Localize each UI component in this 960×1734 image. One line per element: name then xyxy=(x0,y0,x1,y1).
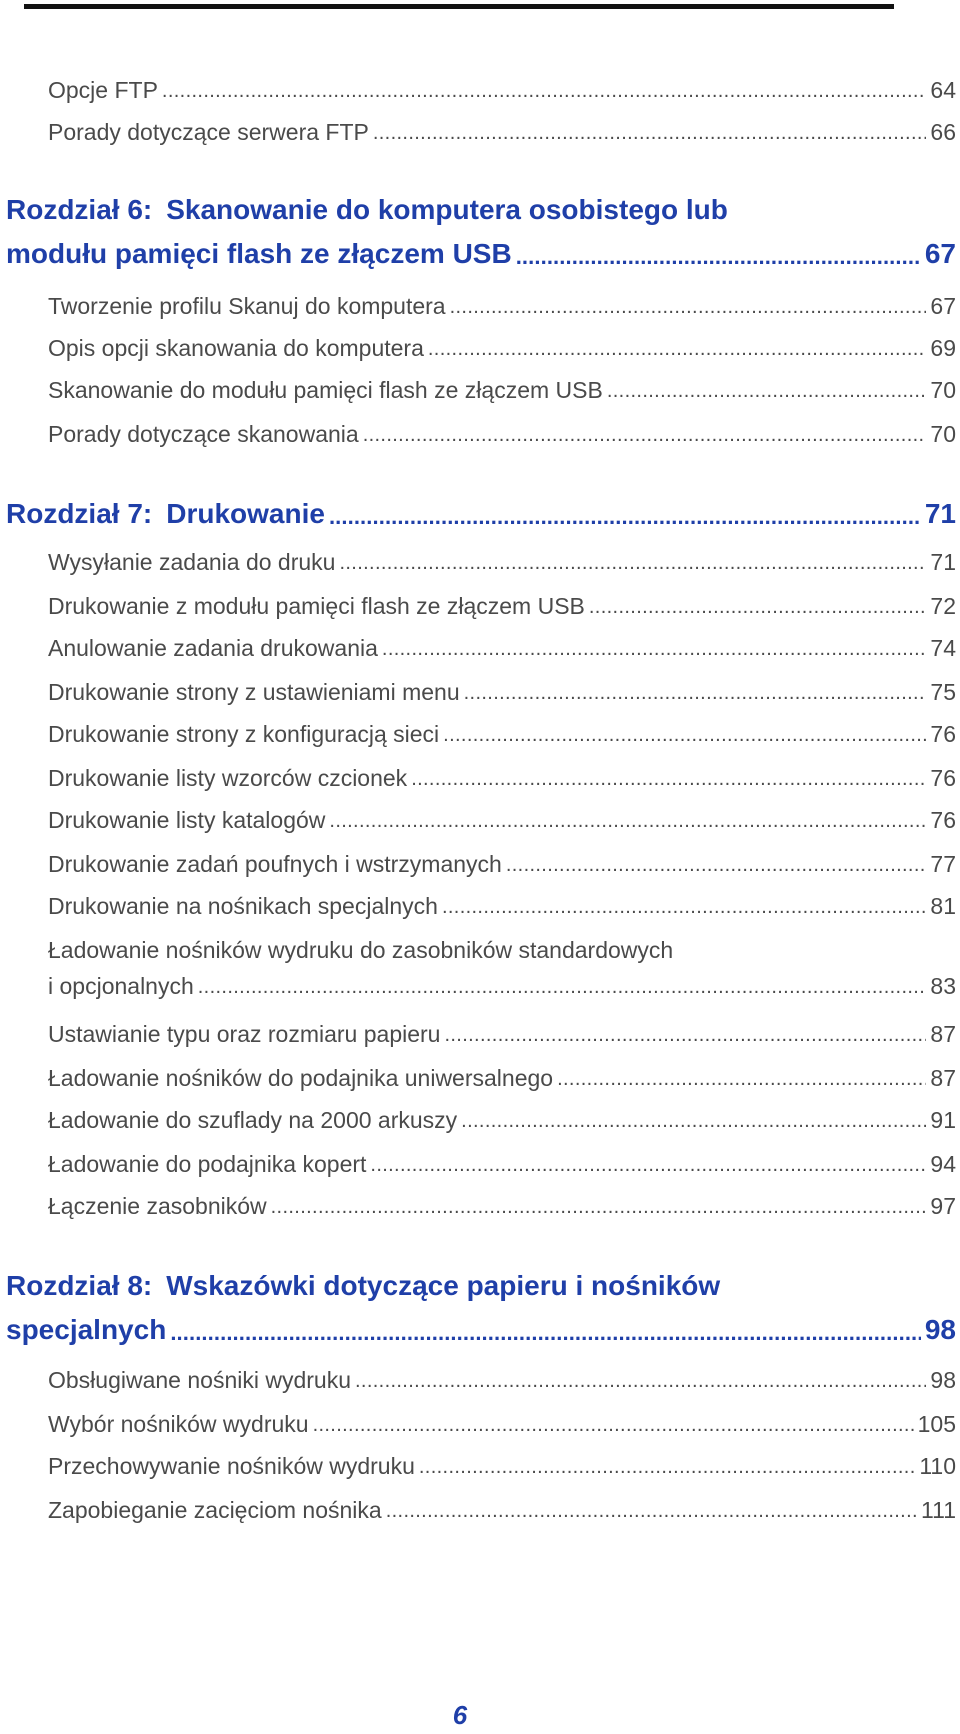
dot-leader xyxy=(443,716,926,752)
dot-leader xyxy=(382,630,927,666)
toc-entry[interactable] xyxy=(48,544,956,580)
toc-entry[interactable] xyxy=(48,932,956,1004)
toc-entry[interactable] xyxy=(48,72,956,108)
chapter-title: Skanowanie do komputera osobistego lub xyxy=(166,194,728,225)
toc-entry[interactable] xyxy=(48,372,956,408)
dot-leader xyxy=(363,416,927,452)
dot-leader xyxy=(386,1492,917,1528)
page-number: 6 xyxy=(452,1700,468,1730)
toc-entry[interactable] xyxy=(48,802,956,838)
toc-entry-title: Anulowanie zadania drukowania xyxy=(48,634,378,661)
dot-leader xyxy=(516,232,921,276)
toc-entry-title: Drukowanie listy katalogów xyxy=(48,806,326,833)
toc-entry[interactable] xyxy=(48,1060,956,1096)
toc-entry-page: 98 xyxy=(930,1366,956,1393)
toc-entry-title: Drukowanie na nośnikach specjalnych xyxy=(48,892,438,919)
toc-entry-page: 64 xyxy=(930,76,956,103)
dot-leader xyxy=(589,588,927,624)
toc-entry-title: Drukowanie zadań poufnych i wstrzymanych xyxy=(48,850,502,877)
chapter-6-heading[interactable] xyxy=(6,188,956,276)
toc-entry-title: Ładowanie do podajnika kopert xyxy=(48,1150,367,1177)
toc-entry-title-continued: i opcjonalnych xyxy=(48,972,194,999)
toc-entry[interactable] xyxy=(48,1146,956,1182)
toc-entry[interactable] xyxy=(48,1448,956,1484)
dot-leader xyxy=(313,1406,914,1442)
toc-entry-title: Drukowanie z modułu pamięci flash ze złączem USB xyxy=(48,592,585,619)
dot-leader xyxy=(461,1102,926,1138)
toc-entry-title: Porady dotyczące serwera FTP xyxy=(48,118,369,145)
toc-entry-page: 91 xyxy=(930,1106,956,1133)
toc-entry-title: Przechowywanie nośników wydruku xyxy=(48,1452,415,1479)
toc-entry-page: 71 xyxy=(930,548,956,575)
toc-entry-title: Drukowanie strony z konfiguracją sieci xyxy=(48,720,440,747)
dot-leader xyxy=(419,1448,915,1484)
toc-entry[interactable] xyxy=(48,1492,956,1528)
toc-entry-title: Zapobieganie zacięciom nośnika xyxy=(48,1496,382,1523)
chapter-title-continued: modułu pamięci flash ze złączem USB xyxy=(6,238,512,269)
toc-entry-title: Porady dotyczące skanowania xyxy=(48,420,359,447)
toc-entry-page: 94 xyxy=(930,1150,956,1177)
dot-leader xyxy=(370,1146,926,1182)
toc-entry-title: Skanowanie do modułu pamięci flash ze złączem USB xyxy=(48,376,603,403)
toc-entry-title: Opis opcji skanowania do komputera xyxy=(48,334,424,361)
toc-entry-page: 76 xyxy=(930,764,956,791)
toc-entry[interactable] xyxy=(48,760,956,796)
toc-entry[interactable] xyxy=(48,588,956,624)
toc-entry-page: 77 xyxy=(930,850,956,877)
toc-entry-title: Ustawianie typu oraz rozmiaru papieru xyxy=(48,1020,441,1047)
toc-entry[interactable] xyxy=(48,1406,956,1442)
toc-entry-page: 83 xyxy=(930,972,956,999)
dot-leader xyxy=(198,968,927,1004)
dot-leader xyxy=(329,802,926,838)
toc-entry-title: Ładowanie nośników do podajnika uniwersalnego xyxy=(48,1064,554,1091)
toc-entry-page: 74 xyxy=(930,634,956,661)
chapter-label: Rozdział 7: xyxy=(6,498,153,529)
toc-entry[interactable] xyxy=(48,1362,956,1398)
toc-entry-page: 67 xyxy=(930,292,956,319)
toc-entry-page: 70 xyxy=(930,420,956,447)
dot-leader xyxy=(442,888,926,924)
toc-entry-title: Wysyłanie zadania do druku xyxy=(48,548,336,575)
toc-entry[interactable] xyxy=(48,888,956,924)
toc-entry[interactable] xyxy=(48,1188,956,1224)
toc-entry[interactable] xyxy=(48,716,956,752)
toc-entry-page: 70 xyxy=(930,376,956,403)
dot-leader xyxy=(329,492,921,536)
dot-leader xyxy=(271,1188,927,1224)
toc-entry-title: Tworzenie profilu Skanuj do komputera xyxy=(48,292,446,319)
dot-leader xyxy=(607,372,927,408)
toc-entry-page: 75 xyxy=(930,678,956,705)
toc-entry-title: Drukowanie strony z ustawieniami menu xyxy=(48,678,460,705)
dot-leader xyxy=(428,330,927,366)
toc-entry[interactable] xyxy=(48,416,956,452)
toc-entry-page: 72 xyxy=(930,592,956,619)
chapter-page: 98 xyxy=(924,1314,956,1345)
chapter-8-heading[interactable] xyxy=(6,1264,956,1352)
top-rule xyxy=(24,4,894,9)
toc-entry-page: 76 xyxy=(930,720,956,747)
toc-entry-page: 87 xyxy=(930,1020,956,1047)
chapter-title: Wskazówki dotyczące papieru i nośników xyxy=(166,1270,721,1301)
toc-entry-page: 76 xyxy=(930,806,956,833)
toc-entry-page: 81 xyxy=(930,892,956,919)
toc-entry-page: 87 xyxy=(930,1064,956,1091)
dot-leader xyxy=(557,1060,926,1096)
toc-entry-page: 105 xyxy=(917,1410,956,1437)
toc-entry[interactable] xyxy=(48,674,956,710)
toc-entry-title: Drukowanie listy wzorców czcionek xyxy=(48,764,408,791)
dot-leader xyxy=(339,544,926,580)
chapter-title: Drukowanie xyxy=(166,498,325,529)
toc-entry-title: Obsługiwane nośniki wydruku xyxy=(48,1366,351,1393)
toc-entry[interactable] xyxy=(48,114,956,150)
toc-entry-title: Ładowanie nośników wydruku do zasobników standardowych xyxy=(48,937,674,963)
toc-entry-page: 111 xyxy=(921,1496,956,1523)
toc-entry-title: Opcje FTP xyxy=(48,76,158,103)
chapter-title-continued: specjalnych xyxy=(6,1314,167,1345)
toc-entry-page: 110 xyxy=(919,1452,956,1479)
dot-leader xyxy=(373,114,927,150)
toc-entry[interactable] xyxy=(48,1016,956,1052)
toc-entry[interactable] xyxy=(48,846,956,882)
dot-leader xyxy=(162,72,926,108)
toc-entry-title: Łączenie zasobników xyxy=(48,1192,267,1219)
toc-entry-title: Ładowanie do szuflady na 2000 arkuszy xyxy=(48,1106,458,1133)
dot-leader xyxy=(450,288,927,324)
toc-entry[interactable] xyxy=(48,330,956,366)
toc-entry[interactable] xyxy=(48,288,956,324)
toc-entry[interactable] xyxy=(48,630,956,666)
dot-leader xyxy=(355,1362,926,1398)
toc-entry-page: 69 xyxy=(930,334,956,361)
chapter-label: Rozdział 6: xyxy=(6,194,153,225)
dot-leader xyxy=(464,674,927,710)
dot-leader xyxy=(444,1016,926,1052)
dot-leader xyxy=(411,760,926,796)
toc-entry-page: 66 xyxy=(930,118,956,145)
dot-leader xyxy=(506,846,927,882)
dot-leader xyxy=(170,1308,921,1352)
chapter-7-heading[interactable] xyxy=(6,492,956,536)
chapter-page: 71 xyxy=(924,498,956,529)
chapter-page: 67 xyxy=(924,238,956,269)
chapter-label: Rozdział 8: xyxy=(6,1270,153,1301)
toc-entry-title: Wybór nośników wydruku xyxy=(48,1410,309,1437)
toc-entry-page: 97 xyxy=(930,1192,956,1219)
toc-entry[interactable] xyxy=(48,1102,956,1138)
